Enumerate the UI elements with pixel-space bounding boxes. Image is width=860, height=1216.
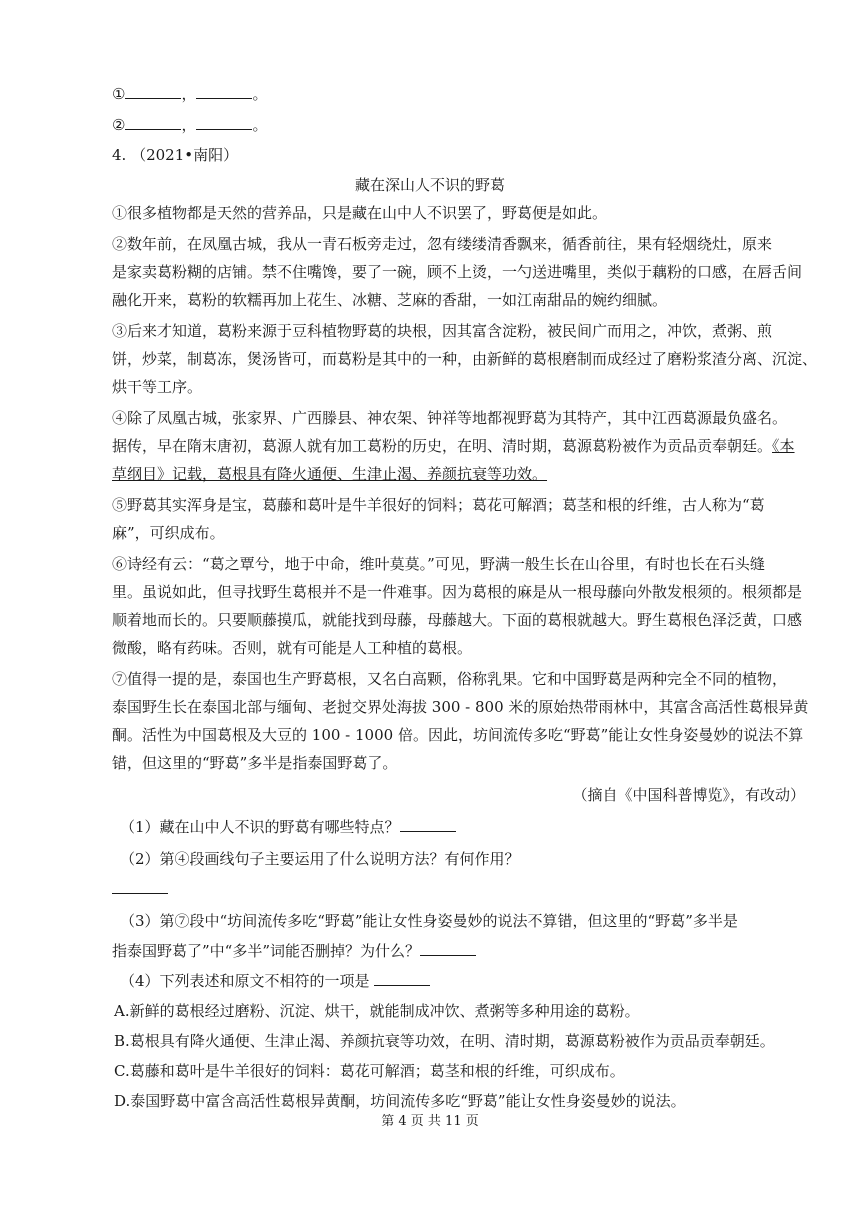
paragraph-6-line: 微酸，略有药味。否则，就有可能是人工种植的葛根。 <box>112 639 473 657</box>
paragraph-5-line: ⑤野葛其实浑身是宝，葛藤和葛叶是牛羊很好的饲料；葛花可解酒；葛茎和根的纤维，古人称为“葛 <box>112 496 765 514</box>
answer-blank[interactable] <box>112 879 168 894</box>
question-3-line: 指泰国野葛了”中“多半”词能否删掉？为什么？ <box>112 941 812 961</box>
article-title: 藏在深山人不识的野葛 <box>354 176 505 194</box>
option-d: D.泰国野葛中富含高活性葛根异黄酮，坊间流传多吃“野葛”能让女性身姿曼妙的说法。 <box>114 1092 686 1110</box>
option-b: B.葛根具有降火通便、生津止渴、养颜抗衰等功效，在明、清时期，葛源葛粉被作为贡品贡奉朝廷。 <box>114 1032 775 1050</box>
answer-blank[interactable] <box>125 115 181 130</box>
paragraph-5-line: 麻”，可织成布。 <box>112 524 225 542</box>
underlined-sentence: 《本 <box>772 437 795 455</box>
answer-blank[interactable] <box>400 817 456 832</box>
paragraph-3-line: 烘干等工序。 <box>112 378 203 396</box>
paragraph-4-line: ④除了凤凰古城，张家界、广西滕县、神农架、钟祥等地都视野葛为其特产，其中江西葛源最负盛名。 <box>112 409 788 427</box>
question-4: （4）下列表述和原文不相符的一项是 <box>120 971 810 991</box>
paragraph-1: ①很多植物都是天然的营养品，只是藏在山中人不识罢了，野葛便是如此。 <box>112 204 608 222</box>
paragraph-3-line: 饼，炒菜，制葛冻，煲汤皆可，而葛粉是其中的一种，由新鲜的葛根磨制而成经过了磨粉浆渣分离、沉淀、 <box>112 350 818 368</box>
answer-blank[interactable] <box>196 84 252 99</box>
paragraph-2-line: ②数年前，在凤凰古城，我从一青石板旁走过，忽有缕缕清香飘来，循香前往，果有轻烟绕灶，原来 <box>112 235 773 253</box>
answer-blank-line-2: ② ， 。 <box>112 116 268 134</box>
question-header: 4. （2021•南阳） <box>112 146 239 164</box>
answer-blank[interactable] <box>125 84 181 99</box>
paragraph-6-line: 里。虽说如此，但寻找野生葛根并不是一件难事。因为葛根的麻是从一根母藤向外散发根须的。根须都是 <box>112 583 803 601</box>
option-c: C.葛藤和葛叶是牛羊很好的饲料：葛花可解酒；葛茎和根的纤维，可织成布。 <box>114 1062 625 1080</box>
paragraph-3-line: ③后来才知道，葛粉来源于豆科植物野葛的块根，因其富含淀粉，被民间广而用之，冲饮，煮粥、煎 <box>112 322 773 340</box>
page-footer: 第 4 页 共 11 页 <box>381 1114 479 1129</box>
answer-blank-line-1: ① ， 。 <box>112 85 268 103</box>
circled-number: ② <box>112 116 126 134</box>
answer-blank[interactable] <box>420 941 476 956</box>
question-3-line: （3）第⑦段中“坊间流传多吃“野葛”能让女性身姿曼妙的说法不算错，但这里的“野葛”多半是 <box>120 912 738 930</box>
answer-blank[interactable] <box>196 115 252 130</box>
paragraph-6-line: 顺着地而长的。只要顺藤摸瓜，就能找到母藤，母藤越大。下面的葛根就越大。野生葛根色泽泛黄，口感 <box>112 611 803 629</box>
question-1: （1）藏在山中人不识的野葛有哪些特点？ <box>120 817 810 837</box>
underlined-sentence: 草纲目》记载，葛根具有降火通便、生津止渴、养颜抗衰等功效。 <box>112 465 548 483</box>
paragraph-4-line: 据传，早在隋末唐初，葛源人就有加工葛粉的历史，在明、清时期，葛源葛粉被作为贡品贡奉朝廷。《本 <box>112 437 795 455</box>
article-source: （摘自《中国科普博览》，有改动） <box>572 786 805 804</box>
paragraph-7-line: 泰国野生长在泰国北部与缅甸、老挝交界处海拔 300 - 800 米的原始热带雨林中，其富含高活性葛根异黄 <box>112 698 809 716</box>
paragraph-2-line: 融化开来，葛粉的软糯再加上花生、冰糖、芝麻的香甜，一如江南甜品的婉约细腻。 <box>112 291 668 309</box>
paragraph-6-line: ⑥诗经有云：“葛之覃兮，地于中命，维叶莫莫。”可见，野满一般生长在山谷里，有时也长在石头缝 <box>112 555 765 573</box>
option-a: A.新鲜的葛根经过磨粉、沉淀、烘干，就能制成冲饮、煮粥等多种用途的葛粉。 <box>114 1002 640 1020</box>
paragraph-7-line: ⑦值得一提的是，泰国也生产野葛根，又名白高颗，俗称乳果。它和中国野葛是两种完全不同的植物， <box>112 670 788 688</box>
paragraph-4-line <box>112 464 812 484</box>
paragraph-7-line: 酮。活性为中国葛根及大豆的 100 - 1000 倍。因此，坊间流传多吃“野葛”能让女性身姿曼妙的说法不算 <box>112 726 804 744</box>
paragraph-7-line: 错，但这里的“野葛”多半是指泰国野葛了。 <box>112 754 398 772</box>
paragraph-2-line: 是家卖葛粉糊的店铺。禁不住嘴馋，要了一碗，顾不上烫，一勺送进嘴里，类似于藕粉的口感，在唇舌间 <box>112 263 803 281</box>
circled-number: ① <box>112 85 126 103</box>
question-2-answer-line <box>112 879 802 899</box>
answer-blank[interactable] <box>374 971 430 986</box>
question-2: （2）第④段画线句子主要运用了什么说明方法？有何作用？ <box>120 850 520 868</box>
